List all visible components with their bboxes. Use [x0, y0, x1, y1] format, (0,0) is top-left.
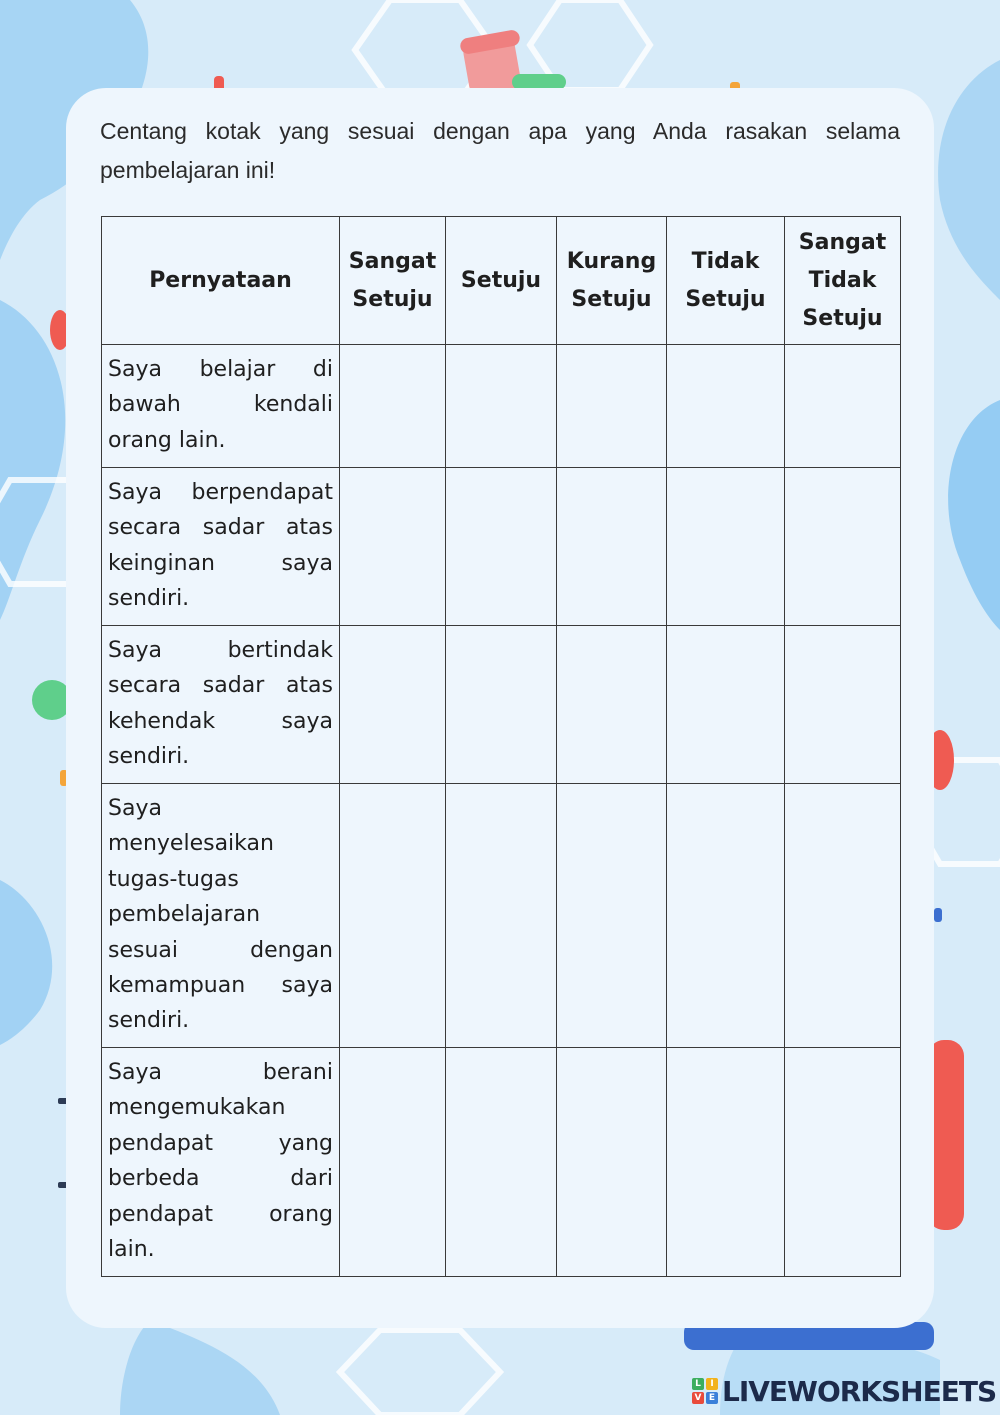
blob-left-lower [0, 880, 52, 1045]
header-sangat-tidak-setuju [785, 217, 901, 345]
statement-cell: Saya berpendapat secara sadar atas keinginan saya sendiri. [102, 468, 340, 626]
checkbox-cell-kurang-setuju[interactable] [557, 784, 667, 1048]
checkbox-cell-sangat-tidak-setuju[interactable] [785, 345, 901, 468]
header-kurang-setuju [557, 217, 667, 345]
header-label: Setuju [352, 286, 433, 312]
checkbox-cell-sangat-setuju[interactable] [340, 784, 446, 1048]
checkbox-cell-tidak-setuju[interactable] [667, 345, 785, 468]
checkbox-cell-sangat-tidak-setuju[interactable] [785, 784, 901, 1048]
table-row [102, 1048, 901, 1277]
statement-cell: Saya menyelesaikan tugas-tugas pembelajaran sesuai dengan kemampuan saya sendiri. [102, 784, 340, 1048]
logo-letter: E [706, 1392, 718, 1404]
checkbox-cell-setuju[interactable] [446, 345, 557, 468]
checkbox-cell-kurang-setuju[interactable] [557, 468, 667, 626]
checkbox-cell-sangat-tidak-setuju[interactable] [785, 626, 901, 784]
header-label: Tidak [691, 248, 760, 274]
table-row [102, 626, 901, 784]
header-label: Sangat [348, 248, 437, 274]
checkbox-cell-kurang-setuju[interactable] [557, 626, 667, 784]
header-label: Setuju [571, 286, 652, 312]
header-label: Setuju [802, 305, 883, 331]
blob-right-top [938, 60, 1000, 300]
statement-cell: Saya bertindak secara sadar atas kehendak saya sendiri. [102, 626, 340, 784]
checkbox-cell-tidak-setuju[interactable] [667, 1048, 785, 1277]
instruction-text: Centang kotak yang sesuai dengan apa yang Anda rasakan selama pembelajaran ini! [100, 118, 900, 183]
logo-letter: I [706, 1378, 718, 1390]
checkbox-cell-kurang-setuju[interactable] [557, 1048, 667, 1277]
header-label: Setuju [685, 286, 766, 312]
blob-right-middle [948, 400, 1000, 630]
checkbox-cell-sangat-setuju[interactable] [340, 1048, 446, 1277]
header-label: Setuju [460, 267, 542, 293]
liveworksheets-brand [692, 1373, 996, 1409]
checkbox-cell-kurang-setuju[interactable] [557, 345, 667, 468]
header-pernyataan [102, 217, 340, 345]
logo-letter: L [692, 1378, 704, 1390]
checkbox-cell-setuju[interactable] [446, 1048, 557, 1277]
header-label: Sangat [798, 229, 887, 255]
checkbox-cell-setuju[interactable] [446, 468, 557, 626]
checkbox-cell-setuju[interactable] [446, 784, 557, 1048]
checkbox-cell-sangat-setuju[interactable] [340, 626, 446, 784]
checkbox-cell-setuju[interactable] [446, 626, 557, 784]
header-setuju [446, 217, 557, 345]
header-sangat-setuju [340, 217, 446, 345]
blob-left-middle [0, 300, 65, 620]
liveworksheets-logo-icon [692, 1378, 718, 1404]
statement-cell: Saya belajar di bawah kendali orang lain. [102, 345, 340, 468]
brand-name: LIVEWORKSHEETS [722, 1374, 997, 1408]
logo-letter: V [692, 1392, 704, 1404]
checkbox-cell-tidak-setuju[interactable] [667, 784, 785, 1048]
checkbox-cell-sangat-setuju[interactable] [340, 345, 446, 468]
table-row [102, 784, 901, 1048]
checkbox-cell-tidak-setuju[interactable] [667, 468, 785, 626]
header-tidak-setuju [667, 217, 785, 345]
checkbox-cell-sangat-tidak-setuju[interactable] [785, 468, 901, 626]
header-label: Kurang [566, 248, 657, 274]
navy-mark-right [934, 908, 942, 922]
hexagon-outline-bottom [340, 1330, 500, 1415]
checkbox-cell-sangat-setuju[interactable] [340, 468, 446, 626]
header-label: Tidak [808, 267, 877, 293]
survey-table [101, 216, 901, 1277]
statement-cell: Saya berani mengemukakan pendapat yang berbeda dari pendapat orang lain. [102, 1048, 340, 1277]
table-body [102, 345, 901, 1277]
table-header-row [102, 217, 901, 345]
checkbox-cell-sangat-tidak-setuju[interactable] [785, 1048, 901, 1277]
header-label: Pernyataan [149, 267, 292, 293]
table-row [102, 345, 901, 468]
checkbox-cell-tidak-setuju[interactable] [667, 626, 785, 784]
table-row [102, 468, 901, 626]
blob-bottom-left [120, 1320, 280, 1415]
